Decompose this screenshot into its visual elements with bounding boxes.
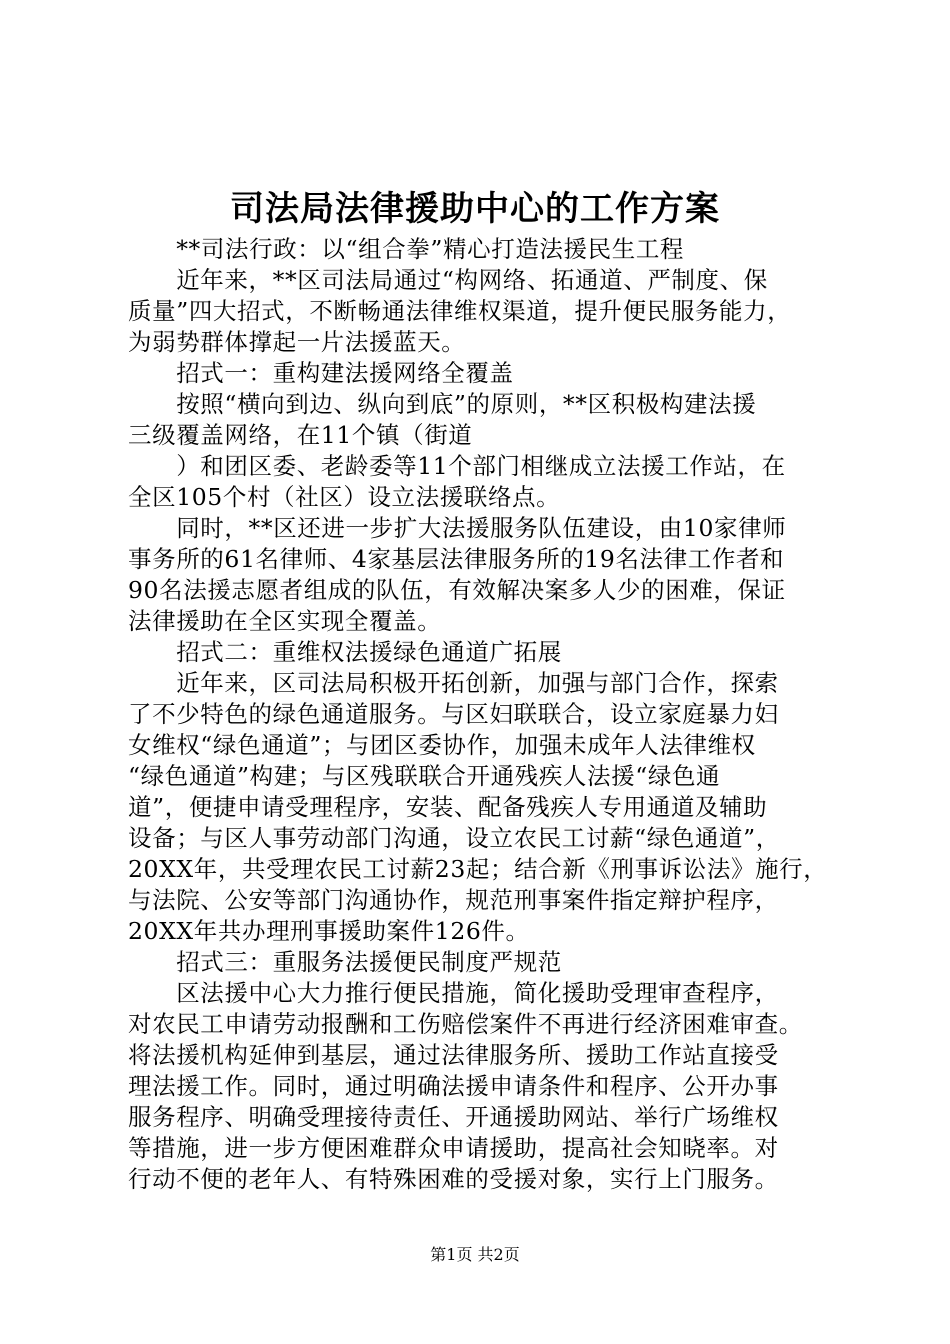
paragraph-line: 近年来，区司法局积极开拓创新，加强与部门合作，探索 [128,669,779,697]
paragraph-line: “绿色通道”构建；与区残联联合开通残疾人法援“绿色通 [128,762,721,790]
paragraph-line: 20XX年共办理刑事援助案件126件。 [128,917,530,945]
paragraph-line: 了不少特色的绿色通道服务。与区妇联联合，设立家庭暴力妇 [128,700,779,728]
paragraph-line: 质量”四大招式，不断畅通法律维权渠道，提升便民服务能力， [128,297,792,325]
paragraph-line: 设备；与区人事劳动部门沟通，设立农民工讨薪“绿色通道”， [128,824,780,852]
paragraph-line: 等措施，进一步方便困难群众申请援助，提高社会知晓率。对 [128,1134,779,1162]
paragraph-line: 法律援助在全区实现全覆盖。 [128,607,442,635]
paragraph-line: 按照“横向到边、纵向到底”的原则，**区积极构建法援 [128,390,757,418]
paragraph-line: 理法援工作。同时，通过明确法援申请条件和程序、公开办事 [128,1072,779,1100]
paragraph-line: ）和团区委、老龄委等11个部门相继成立法援工作站，在 [128,452,786,480]
paragraph-line: 将法援机构延伸到基层，通过法律服务所、援助工作站直接受 [128,1041,779,1069]
paragraph-line: 行动不便的老年人、有特殊困难的受援对象，实行上门服务。 [128,1165,779,1193]
paragraph-line: 女维权“绿色通道”；与团区委协作，加强未成年人法律维权 [128,731,756,759]
section-heading: 招式二：重维权法援绿色通道广拓展 [128,638,562,666]
paragraph-line: 道”，便捷申请受理程序，安装、配备残疾人专用通道及辅助 [128,793,768,821]
section-heading: 招式三：重服务法援便民制度严规范 [128,948,562,976]
paragraph-line: 为弱势群体撑起一片法援蓝天。 [128,328,466,356]
paragraph-line: 区法援中心大力推行便民措施，简化援助受理审查程序， [128,979,779,1007]
paragraph-line: 90名法援志愿者组成的队伍，有效解决案多人少的困难，保证 [128,576,786,604]
paragraph-line: 全区105个村（社区）设立法援联络点。 [128,483,561,511]
paragraph-line: 服务程序、明确受理接待责任、开通援助网站、举行广场维权 [128,1103,779,1131]
page-number-footer: 第1页 共2页 [430,1245,520,1264]
paragraph-line: 与法院、公安等部门沟通协作，规范刑事案件指定辩护程序， [128,886,779,914]
paragraph-line: 20XX年，共受理农民工讨薪23起；结合新《刑事诉讼法》施行， [128,855,828,883]
paragraph-line: 同时，**区还进一步扩大法援服务队伍建设，由10家律师 [128,514,787,542]
paragraph-line: 对农民工申请劳动报酬和工伤赔偿案件不再进行经济困难审查。 [128,1010,803,1038]
document-title: 司法局法律援助中心的工作方案 [230,189,720,229]
paragraph-line: **司法行政：以“组合拳”精心打造法援民生工程 [128,235,685,263]
document-body [128,234,838,1195]
paragraph-line: 事务所的61名律师、4家基层法律服务所的19名法律工作者和 [128,545,785,573]
paragraph-line: 三级覆盖网络，在11个镇（街道 [128,421,473,449]
section-heading: 招式一：重构建法援网络全覆盖 [128,359,514,387]
paragraph-line: 近年来，**区司法局通过“构网络、拓通道、严制度、保 [128,266,768,294]
